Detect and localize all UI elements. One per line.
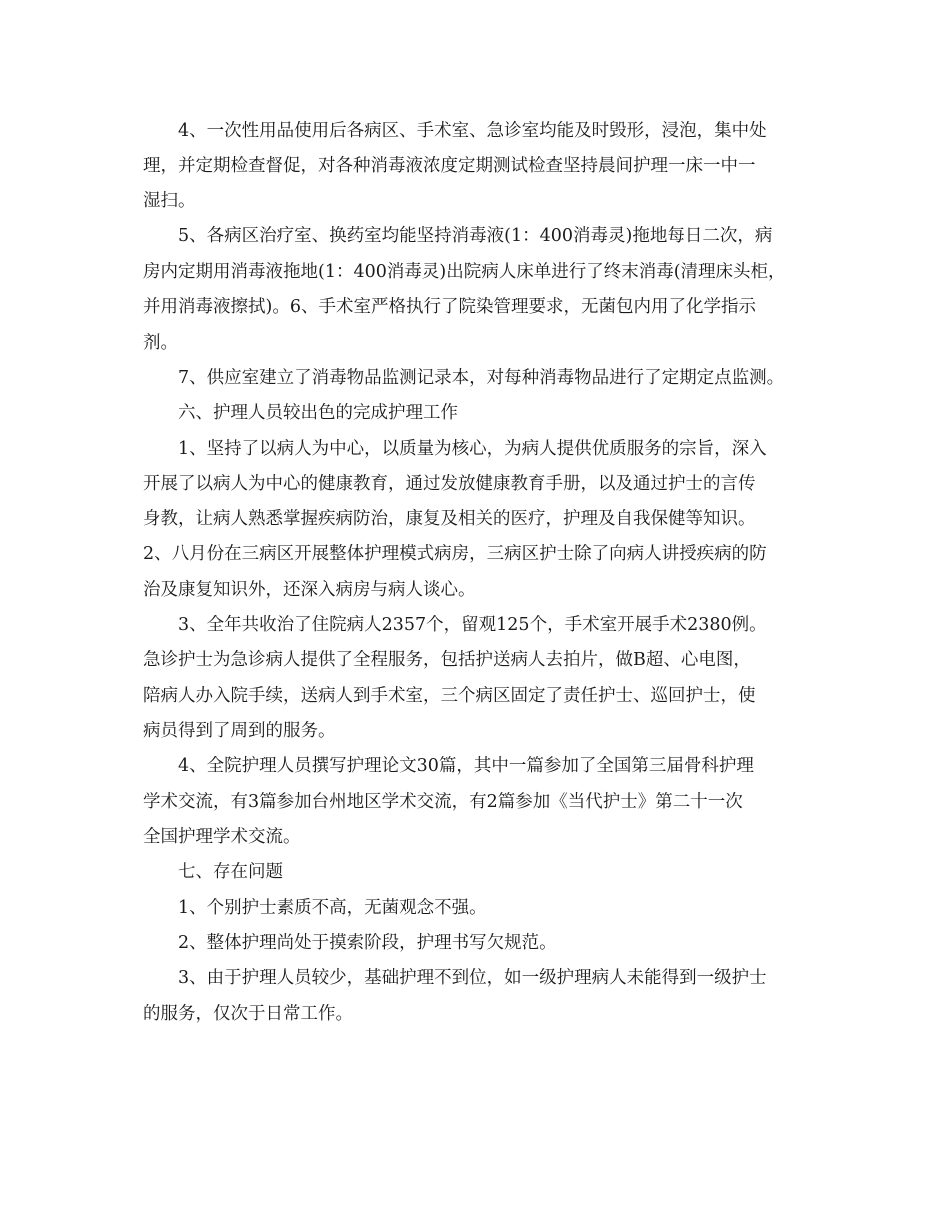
section-heading: 七、存在问题 [178, 862, 283, 882]
paragraph-line: 病员得到了周到的服务。 [143, 721, 336, 741]
paragraph-line: 3、全年共收治了住院病人2357个，留观125个，手术室开展手术2380例。 [178, 615, 767, 635]
paragraph-line: 湿扫。 [143, 191, 196, 211]
paragraph-line: 理，并定期检查督促，对各种消毒液浓度定期测试检查坚持晨间护理一床一中一 [143, 156, 756, 176]
paragraph-line: 2、八月份在三病区开展整体护理模式病房，三病区护士除了向病人讲授疾病的防 [143, 544, 767, 564]
paragraph-line: 5、各病区治疗室、换药室均能坚持消毒液(1：400消毒灵)拖地每日二次，病 [178, 226, 773, 246]
paragraph-line: 身教，让病人熟悉掌握疾病防治，康复及相关的医疗，护理及自我保健等知识。 [143, 509, 756, 529]
paragraph-line: 1、坚持了以病人为中心，以质量为核心，为病人提供优质服务的宗旨，深入 [178, 439, 767, 459]
section-heading: 六、护理人员较出色的完成护理工作 [178, 403, 458, 423]
paragraph-line: 学术交流，有3篇参加台州地区学术交流，有2篇参加《当代护士》第二十一次 [143, 792, 743, 812]
paragraph-line: 全国护理学术交流。 [143, 827, 301, 847]
paragraph-line: 并用消毒液擦拭)。6、手术室严格执行了院染管理要求，无菌包内用了化学指示 [143, 297, 756, 317]
paragraph-line: 3、由于护理人员较少，基础护理不到位，如一级护理病人未能得到一级护士 [178, 968, 767, 988]
paragraph-line: 剂。 [143, 333, 178, 353]
paragraph-line: 房内定期用消毒液拖地(1：400消毒灵)出院病人床单进行了终末消毒(清理床头柜， [143, 262, 786, 282]
paragraph-line: 急诊护士为急诊病人提供了全程服务，包括护送病人去拍片，做B超、心电图， [143, 650, 751, 670]
paragraph-line: 2、整体护理尚处于摸索阶段，护理书写欠规范。 [178, 933, 557, 953]
paragraph-line: 开展了以病人为中心的健康教育，通过发放健康教育手册，以及通过护士的言传 [143, 474, 756, 494]
paragraph-line: 1、个别护士素质不高，无菌观念不强。 [178, 898, 487, 918]
paragraph-line: 治及康复知识外，还深入病房与病人谈心。 [143, 580, 476, 600]
paragraph-line: 7、供应室建立了消毒物品监测记录本，对每种消毒物品进行了定期定点监测。 [178, 368, 785, 388]
paragraph-line: 4、一次性用品使用后各病区、手术室、急诊室均能及时毁形，浸泡，集中处 [178, 121, 767, 141]
paragraph-line: 陪病人办入院手续，送病人到手术室，三个病区固定了责任护士、巡回护士，使 [143, 686, 756, 706]
paragraph-line: 的服务，仅次于日常工作。 [143, 1004, 353, 1024]
paragraph-line: 4、全院护理人员撰写护理论文30篇，其中一篇参加了全国第三届骨科护理 [178, 756, 754, 776]
